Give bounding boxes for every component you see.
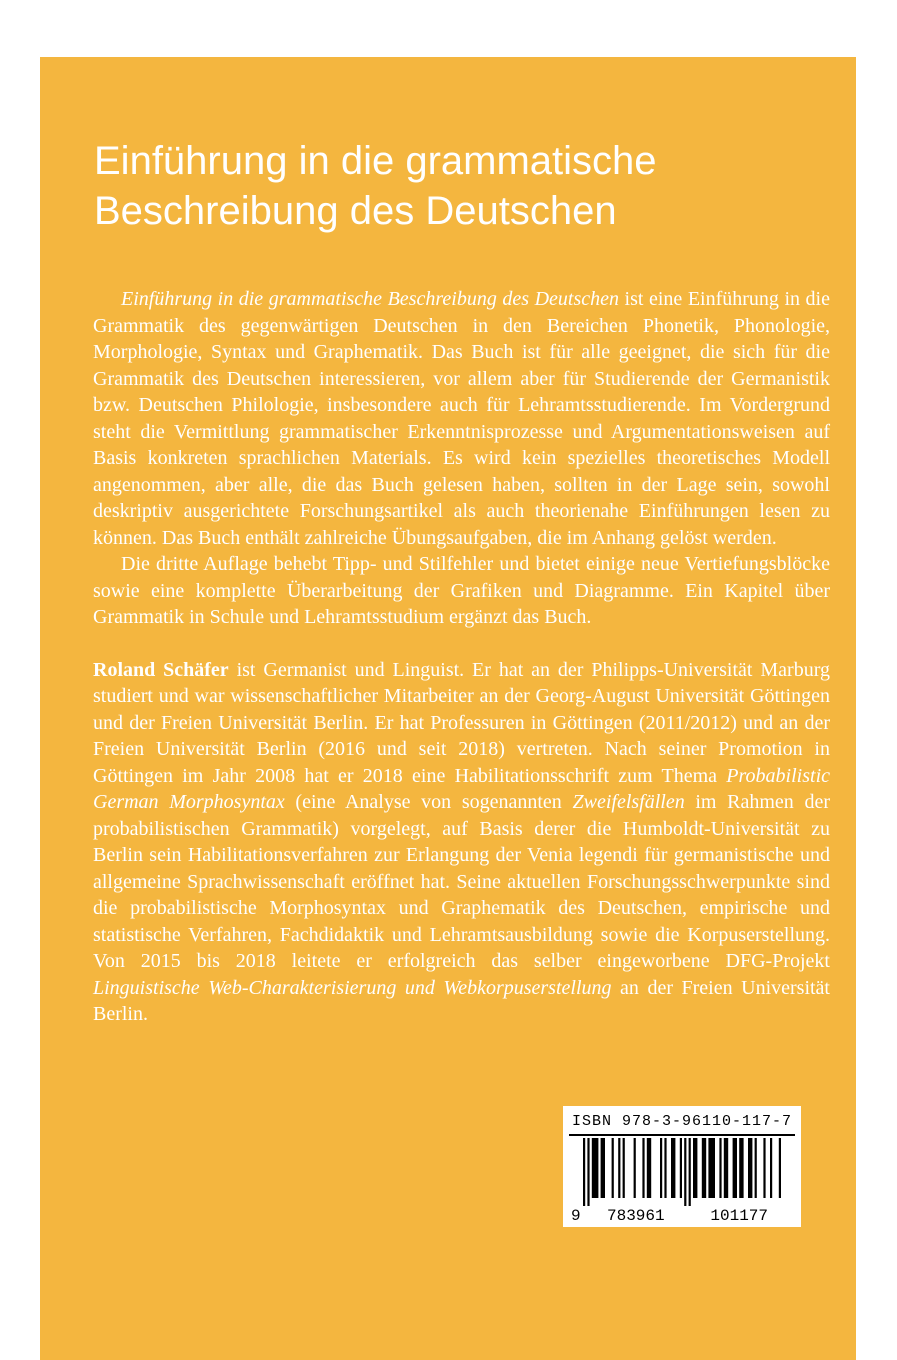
paragraph <box>93 551 830 631</box>
text-run: im Rahmen der probabilistischen Grammatik) vorgelegt, auf Basis derer die Humboldt-Universität zu Berlin sein Habilitationsverfahren zur Erlangung der Venia legendi für germanistische und allgemeine Sprachwissenschaft eröffnet hat. Seine aktuellen Forschungsschwerpunkte sind die probabilistische Morphosyntax und Graphematik des Deutschen, empirische und statistische Verfahren, Fachdidaktik und Lehramtsausbildung sowie die Korpuserstellung. Von 2015 bis 2018 leitete er erfolgreich das selber eingeworbene DFG-Projekt <box>93 791 831 972</box>
svg-text:783961: 783961 <box>606 1207 665 1223</box>
svg-text:101177: 101177 <box>710 1207 769 1223</box>
text-run: an der Freien Universität Berlin. <box>93 976 830 1025</box>
text-run: Roland Schäfer <box>93 658 229 681</box>
book-cover <box>40 57 856 1360</box>
svg-text:9: 9 <box>571 1207 581 1223</box>
paragraph <box>93 657 830 1028</box>
paragraph <box>93 286 830 551</box>
text-run: ist eine Einführung in die Grammatik des gegenwärtigen Deutschen in den Bereichen Phonetik, Phonologie, Morphologie, Syntax und Graphematik. Das Buch ist für alle geeignet, die sich für die Grammatik des Deutschen interessieren, vor allem aber für Studierende der Germanistik bzw. Deutschen Philologie, insbesondere auch für Lehramtsstudierende. Im Vordergrund steht die Vermittlung grammatischer Erkenntnisprozesse und Argumentationsweisen auf Basis konkreten sprachlichen Materials. Es wird kein spezielles theoretisches Modell angenommen, aber alle, die das Buch gelesen haben, sollten in der Lage sein, sowohl deskriptiv ausgerichtete Forschungsartikel als auch theorienahe Einführungen lesen zu können. Das Buch enthält zahlreiche Übungsaufgaben, die im Anhang gelöst werden. <box>93 288 830 549</box>
book-title <box>94 136 657 236</box>
text-run: ist Germanist und Linguist. Er hat an der Philipps-Universität Marburg studiert und war wissenschaftlicher Mitarbeiter an der Georg-August Universität Göttingen und der Freien Universität Berlin. Er hat Professuren in Göttingen (2011/2012) und an der Freien Universität Berlin (2016 und seit 2018) vertreten. Nach seiner Promotion in Göttingen im Jahr 2008 hat er 2018 eine Habilitationsschrift zum Thema <box>93 658 830 787</box>
text-run: Probabilistic German Morphosyntax <box>93 764 830 813</box>
text-run: Einführung in die grammatische Beschreibung des Deutschen <box>121 288 619 310</box>
text-run: (eine Analyse von sogenannten <box>284 791 573 813</box>
book-title-line-1: Einführung in die grammatische <box>94 138 657 183</box>
text-run: Linguistische Web-Charakterisierung und Webkorpuserstellung <box>93 976 612 999</box>
text-run: Die dritte Auflage behebt Tipp- und Stilfehler und bietet einige neue Vertiefungsblöcke sowie eine komplette Überarbeitung der Grafiken und Diagramme. Ein Kapitel über Grammatik in Schule und Lehramtsstudium ergänzt das Buch. <box>93 553 830 628</box>
barcode <box>569 1138 795 1223</box>
barcode-svg <box>570 1138 794 1223</box>
isbn-box <box>563 1106 801 1227</box>
isbn-label: ISBN 978-3-96110-117-7 <box>569 1113 795 1136</box>
blurb <box>93 286 830 1028</box>
book-title-line-2: Beschreibung des Deutschen <box>94 188 617 233</box>
text-run: Zweifelsfällen <box>572 791 685 813</box>
